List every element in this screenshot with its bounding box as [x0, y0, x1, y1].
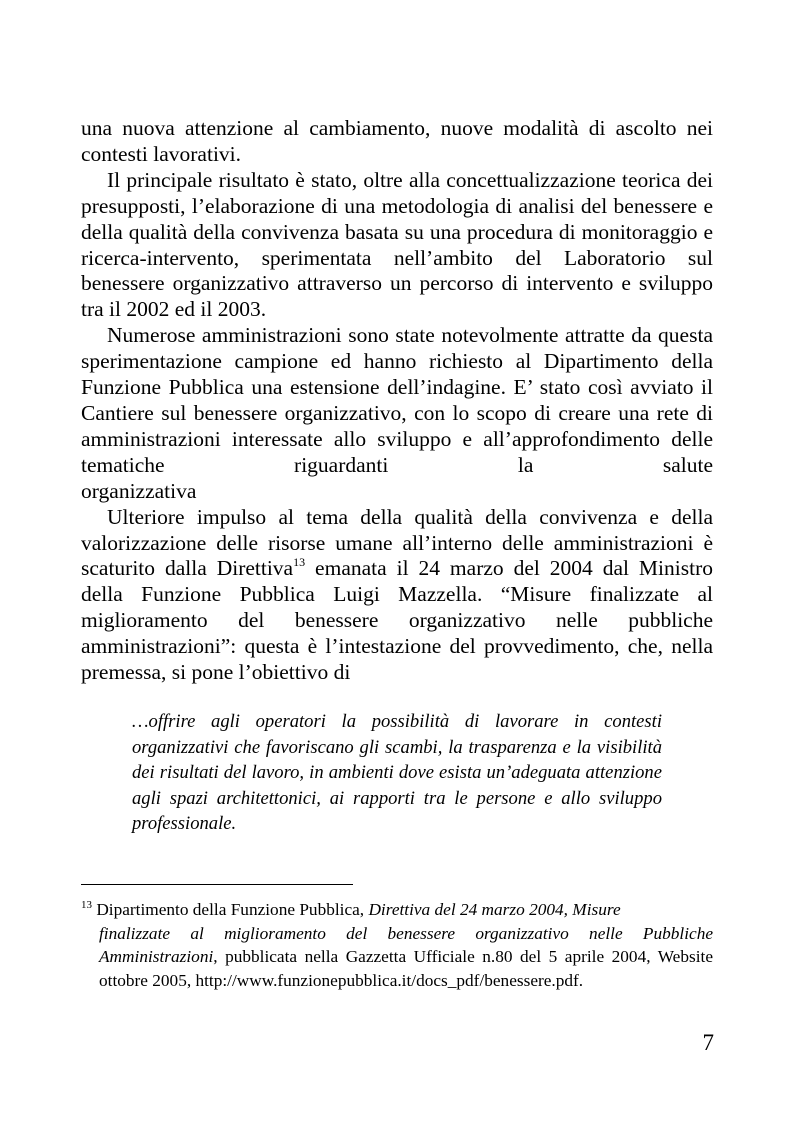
- footnote-continuation: [81, 922, 713, 993]
- page-body: [81, 116, 713, 837]
- footnote-author: Dipartimento della Funzione Pubblica,: [92, 900, 369, 919]
- footnote-separator: [81, 884, 353, 885]
- paragraph-4-text-before-ref: Ulteriore impulso al tema della qualità della convivenza e della valorizzazione delle risorse umane all’interno delle amministrazioni è scaturito dalla Direttiva: [81, 504, 713, 581]
- footnote-line-1: [81, 898, 713, 922]
- paragraph-4-text-after-ref: emanata il 24 marzo del 2004 dal Ministro della Funzione Pubblica Luigi Mazzella. “Misure finalizzate al miglioramento del benessere organizzativo nelle pubbliche amministrazioni”: questa è l’intestazione del provvedimento, che, nella premessa, si pone l’obiettivo di: [81, 556, 713, 685]
- footnote: [81, 898, 713, 992]
- footnote-reference: 13: [293, 555, 306, 570]
- footnote-website: Website ottobre 2005, http://www.funzionepubblica.it/docs_pdf/benessere.pdf.: [99, 947, 713, 990]
- page-number: 7: [702, 1030, 714, 1055]
- block-quote: …offrire agli operatori la possibilità di lavorare in contesti organizzativi che favoriscano gli scambi, la trasparenza e la visibilità dei risultati del lavoro, in ambienti dove esista un’adeguata attenzione agli spazi architettonici, ai rapporti tra le persone e allo sviluppo professionale.: [132, 710, 662, 835]
- paragraph-2: Il principale risultato è stato, oltre alla concettualizzazione teorica dei presupposti, l’elaborazione di una metodologia di analisi del benessere e della qualità della convivenza basata su una procedura di monitoraggio e ricerca-intervento, sperimentata nell’ambito del Laboratorio sul benessere organizzativo attraverso un percorso di intervento e sviluppo tra il 2002 ed il 2003.: [81, 167, 713, 322]
- footnote-number: 13: [81, 899, 92, 911]
- paragraph-3-end: organizzativa: [81, 478, 197, 503]
- paragraph-1: una nuova attenzione al cambiamento, nuove modalità di ascolto nei contesti lavorativi.: [81, 116, 713, 166]
- footnote-title-line-1: Direttiva del 24 marzo 2004, Misure: [368, 900, 621, 919]
- footnote-details: , pubblicata nella Gazzetta Ufficiale n.80 del 5 aprile 2004,: [213, 947, 651, 966]
- footnote-title-line-2: finalizzate al miglioramento del benessere organizzativo nelle Pubbliche Amministrazioni: [99, 923, 713, 966]
- paragraph-4: [81, 505, 713, 686]
- paragraph-3: Numerose amministrazioni sono state notevolmente attratte da questa sperimentazione campione ed hanno richiesto al Dipartimento della Funzione Pubblica una estensione dell’indagine. E’ stato così avviato il Cantiere sul benessere organizzativo, con lo scopo di creare una rete di amministrazioni interessate allo sviluppo e all’approfondimento delle tematiche riguardanti la salute: [81, 323, 713, 477]
